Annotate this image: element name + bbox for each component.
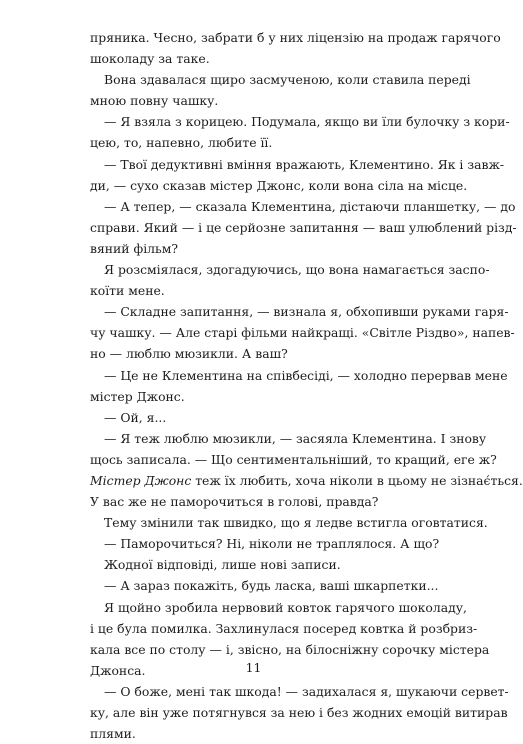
text-line: Джонса. [90,662,146,678]
text-line-rest: теж їх любить, хоча ніколи в цьому не зізнає́ться. [191,472,523,488]
text-line: вяний фільм? [90,240,179,256]
text-line: — Твої дедуктивні вміння вражають, Клементино. Як і завж- [104,156,505,172]
text-line: кала все по столу — і, звісно, на білосніжну сорочку містера [90,641,490,657]
text-line: — Я взяла з корицею. Подумала, якщо ви їли булочку з кори- [104,114,510,130]
text-line: чу чашку. — Але старі фільми найкращі. «Світле Різдво», напев- [90,325,515,341]
text-line: — А зараз покажіть, будь ласка, ваші шкарпетки... [104,578,439,594]
text-line: — Паморочиться? Ні, ніколи не траплялося. А що? [104,536,440,552]
text-line: — А тепер, — сказала Клементина, дістаючи планшетку, — до [104,198,516,214]
page-number: 11 [245,660,262,675]
text-line: Вона здавалася щиро засмученою, коли ставила переді [104,72,471,88]
text-line: і це була помилка. Захлинулася посеред ковтка й розбриз- [90,620,478,636]
text-line: Жодної відповіді, лише нові записи. [104,557,341,573]
text-line: — Я теж люблю мюзикли, — засяяла Клементина. І знову [104,430,487,446]
text-line: коїти мене. [90,283,165,299]
text-line: но — люблю мюзикли. А ваш? [90,346,288,362]
text-line: містер Джонс. [90,388,185,404]
text-line: — Складне запитання, — визнала я, обхопивши руками гаря- [104,304,509,320]
text-line: Тему змінили так швидко, що я ледве встигла оговтатися. [104,515,488,531]
text-line: цею, то, напевно, любите її. [90,135,273,151]
text-line: ку, але він уже потягнувся за нею і без жодних емоцій витирав [90,705,508,720]
text-line: — О боже, мені так шкода! — задихалася я, шукаючи сервет- [104,683,509,699]
text-line: щось записала. — Що сентиментальніший, то кращий, еге ж? [90,451,497,467]
text-line: шоколаду за таке. [90,51,210,67]
text-line: справи. Який — і це серйозне запитання — ваш улюблений різд- [90,219,517,235]
text-line [90,470,523,491]
text-line: мною повну чашку. [90,93,219,109]
text-line: — Ой, я... [104,409,167,425]
text-line: У вас же не паморочиться в голові, правда? [90,494,379,510]
text-line: плями. [90,726,136,742]
body-text [90,27,523,744]
text-line: ди, — сухо сказав містер Джонс, коли вона сіла на місце. [90,177,468,193]
text-line: Я розсміялася, здогадуючись, що вона намагається заспо- [104,262,490,278]
italic-name: Містер Джонс [90,472,192,488]
text-line: пряника. Чесно, забрати б у них ліцензію на продаж гарячого [90,30,501,45]
text-line: Я щойно зробила нервовий ковток гарячого шоколаду, [104,599,467,615]
text-line: — Це не Клементина на співбесіді, — холодно перервав мене [104,367,508,383]
